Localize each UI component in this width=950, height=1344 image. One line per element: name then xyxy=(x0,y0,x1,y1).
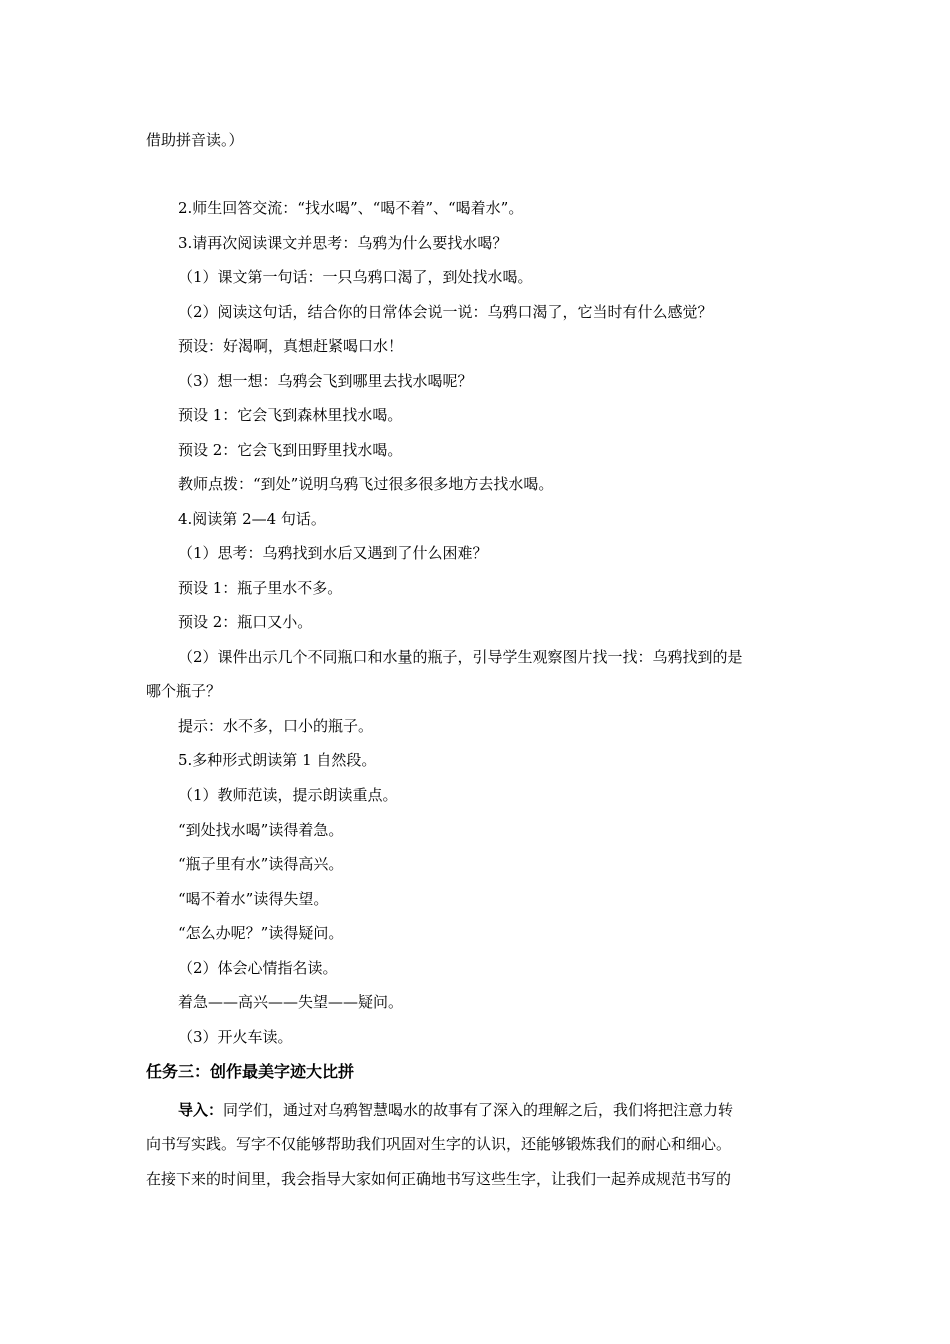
text-line: （3）想一想：乌鸦会飞到哪里去找水喝呢？ xyxy=(178,372,473,390)
text-line: 预设 2：它会飞到田野里找水喝。 xyxy=(178,441,403,459)
text-line: “到处找水喝”读得着急。 xyxy=(178,821,344,839)
intro-text: 同学们，通过对乌鸦智慧喝水的故事有了深入的理解之后，我们将把注意力转 xyxy=(223,1101,734,1119)
text-line: 预设 2：瓶口又小。 xyxy=(178,613,313,631)
text-line: 2.师生回答交流：“找水喝”、“喝不着”、“喝着水”。 xyxy=(178,199,524,217)
intro-label: 导入： xyxy=(178,1101,224,1119)
text-line: 预设：好渴啊，真想赶紧喝口水！ xyxy=(178,337,404,355)
text-line: 在接下来的时间里，我会指导大家如何正确地书写这些生字，让我们一起养成规范书写的 xyxy=(146,1170,732,1188)
text-line: “瓶子里有水”读得高兴。 xyxy=(178,855,344,873)
text-line: 提示：水不多，口小的瓶子。 xyxy=(178,717,374,735)
text-line: “怎么办呢？”读得疑问。 xyxy=(178,924,344,942)
text-line: （3）开火车读。 xyxy=(178,1028,293,1046)
text-line: 教师点拨：“到处”说明乌鸦飞过很多很多地方去找水喝。 xyxy=(178,475,554,493)
text-line: 3.请再次阅读课文并思考：乌鸦为什么要找水喝？ xyxy=(178,234,508,252)
text-line: 哪个瓶子？ xyxy=(146,682,222,700)
text-line: 着急——高兴——失望——疑问。 xyxy=(178,993,404,1011)
text-line: 5.多种形式朗读第 1 自然段。 xyxy=(178,751,377,769)
text-line: 向书写实践。写字不仅能够帮助我们巩固对生字的认识，还能够锻炼我们的耐心和细心。 xyxy=(146,1135,732,1153)
text-line: 借助拼音读。） xyxy=(146,131,244,149)
text-line: （2）课件出示几个不同瓶口和水量的瓶子，引导学生观察图片找一找：乌鸦找到的是 xyxy=(178,648,743,666)
text-line: （1）教师范读，提示朗读重点。 xyxy=(178,786,398,804)
intro-paragraph xyxy=(0,1100,950,1120)
text-line: 预设 1：瓶子里水不多。 xyxy=(178,579,343,597)
section-heading: 任务三：创作最美字迹大比拼 xyxy=(146,1062,355,1081)
text-line: （2）阅读这句话，结合你的日常体会说一说：乌鸦口渴了，它当时有什么感觉？ xyxy=(178,303,713,321)
text-line: 预设 1：它会飞到森林里找水喝。 xyxy=(178,406,403,424)
text-line: “喝不着水”读得失望。 xyxy=(178,890,329,908)
text-line: 4.阅读第 2—4 句话。 xyxy=(178,510,326,528)
text-line: （1）课文第一句话：一只乌鸦口渴了，到处找水喝。 xyxy=(178,268,533,286)
text-line: （1）思考：乌鸦找到水后又遇到了什么困难？ xyxy=(178,544,488,562)
text-line: （2）体会心情指名读。 xyxy=(178,959,338,977)
